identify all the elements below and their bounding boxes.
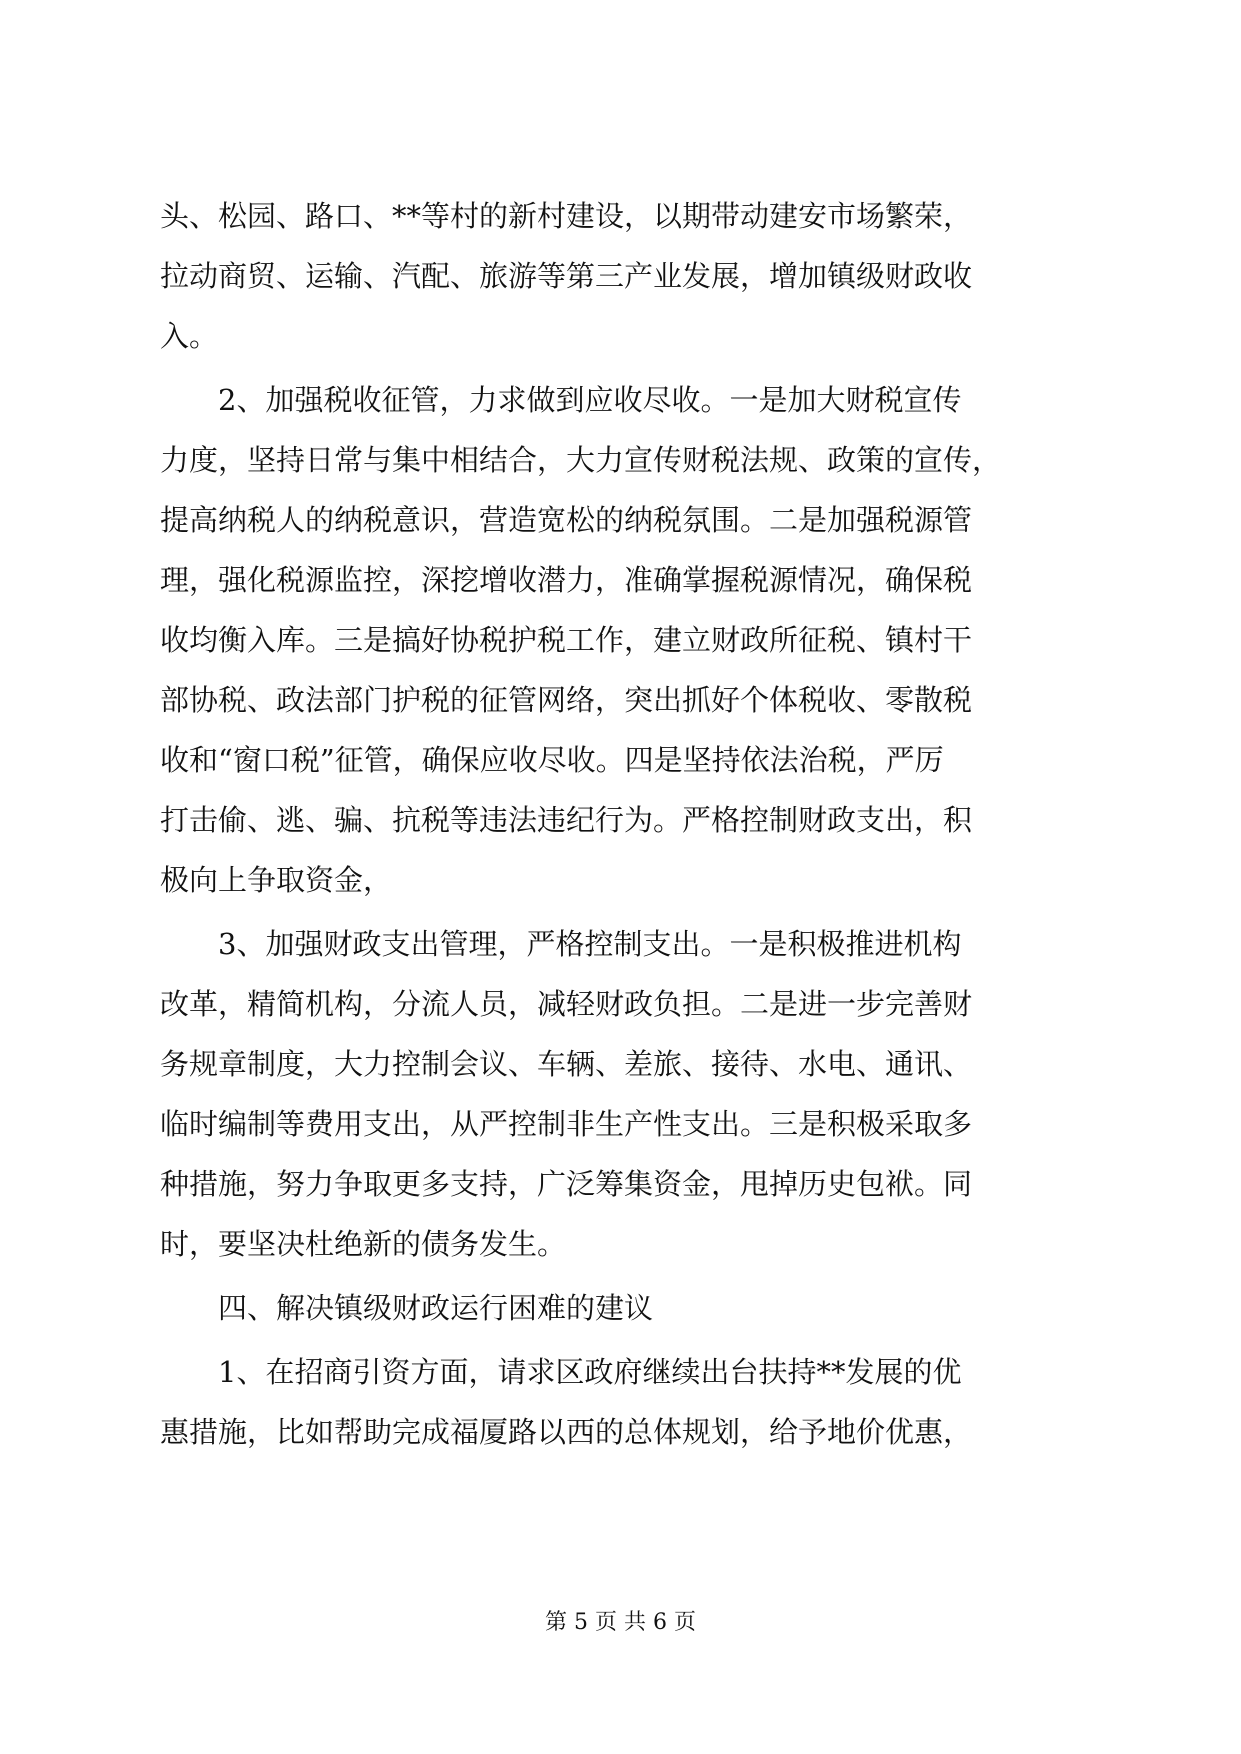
text-line: 入。: [160, 319, 219, 353]
text-line: 改革，精简机构，分流人员，减轻财政负担。二是进一步完善财: [160, 987, 973, 1021]
paragraph-first-line: 2、加强税收征管，力求做到应收尽收。一是加大财税宣传: [218, 383, 962, 417]
text-line: 提高纳税人的纳税意识，营造宽松的纳税氛围。二是加强税源管: [160, 503, 973, 537]
text-line: 力度，坚持日常与集中相结合，大力宣传财税法规、政策的宣传，: [160, 443, 1002, 477]
page-number-footer: 第 5 页 共 6 页: [545, 1610, 696, 1635]
paragraph-first-line: 1、在招商引资方面，请求区政府继续出台扶持**发展的优: [218, 1355, 962, 1389]
text-line: 拉动商贸、运输、汽配、旅游等第三产业发展，增加镇级财政收: [160, 259, 973, 293]
section-heading: 四、解决镇级财政运行困难的建议: [218, 1291, 654, 1325]
text-line: 收均衡入库。三是搞好协税护税工作，建立财政所征税、镇村干: [160, 623, 973, 657]
text-line: 头、松园、路口、**等村的新村建设，以期带动建安市场繁荣，: [160, 199, 973, 233]
text-line: 时，要坚决杜绝新的债务发生。: [160, 1227, 567, 1261]
text-line: 打击偷、逃、骗、抗税等违法违纪行为。严格控制财政支出，积: [160, 803, 973, 837]
text-line: 收和“窗口税”征管，确保应收尽收。四是坚持依法治税，严厉: [160, 743, 944, 777]
text-line: 临时编制等费用支出，从严控制非生产性支出。三是积极采取多: [160, 1107, 973, 1141]
text-line: 种措施，努力争取更多支持，广泛筹集资金，甩掉历史包袱。同: [160, 1167, 973, 1201]
text-line: 务规章制度，大力控制会议、车辆、差旅、接待、水电、通讯、: [160, 1047, 973, 1081]
text-line: 惠措施，比如帮助完成福厦路以西的总体规划，给予地价优惠，: [160, 1415, 973, 1449]
text-line: 极向上争取资金，: [160, 863, 393, 897]
text-line: 理，强化税源监控，深挖增收潜力，准确掌握税源情况，确保税: [160, 563, 973, 597]
paragraph-first-line: 3、加强财政支出管理，严格控制支出。一是积极推进机构: [218, 927, 962, 961]
text-line: 部协税、政法部门护税的征管网络，突出抓好个体税收、零散税: [160, 683, 973, 717]
